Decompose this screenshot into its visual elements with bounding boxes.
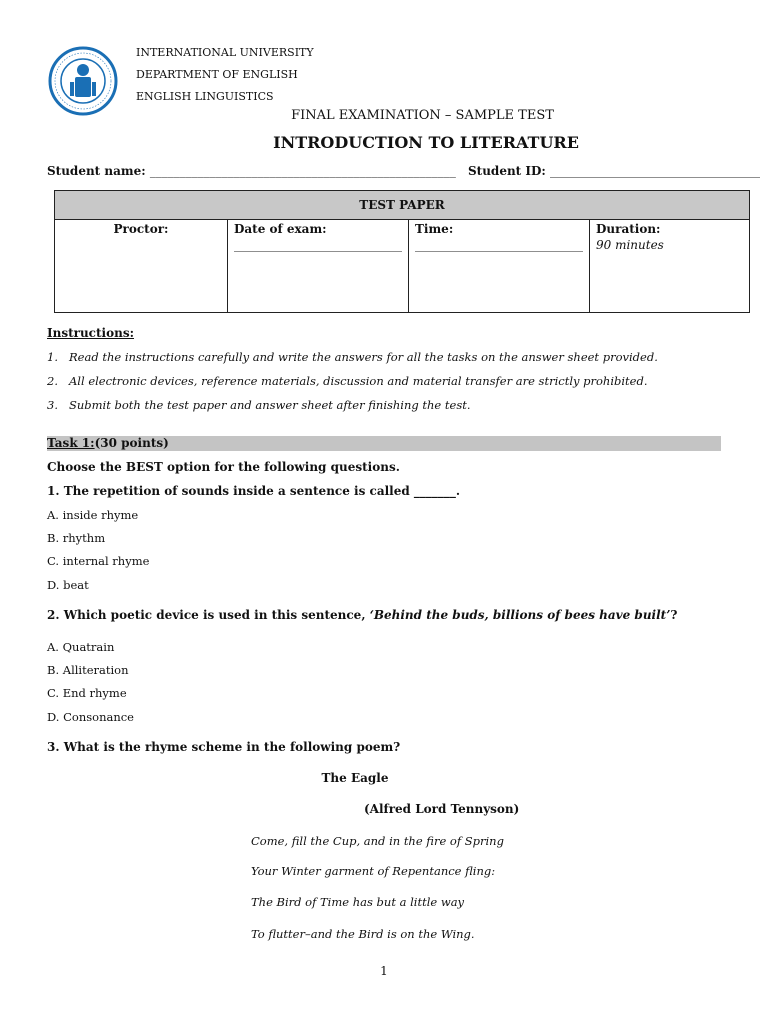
student-name-label: Student name: — [47, 164, 146, 178]
question-2-option: B. Alliteration — [47, 663, 129, 677]
test-paper-table — [54, 190, 750, 313]
student-id-blank: ___________________________________ — [550, 164, 761, 178]
time-blank: ____________________________ — [415, 238, 583, 252]
institution-name: INTERNATIONAL UNIVERSITY — [136, 46, 314, 59]
student-id-label: Student ID: — [468, 164, 546, 178]
university-header — [136, 42, 314, 108]
question-2-option: A. Quatrain — [47, 640, 115, 654]
student-id-field — [468, 164, 760, 178]
university-seal-icon — [48, 46, 118, 116]
test-paper-heading: TEST PAPER — [55, 191, 750, 220]
duration-value: 90 minutes — [596, 238, 664, 252]
duration-cell — [590, 220, 750, 313]
question-1-option: D. beat — [47, 578, 89, 592]
question-2-quote: ‘Behind the buds, billions of bees have built’ — [369, 608, 671, 622]
instruction-item: 2. All electronic devices, reference materials, discussion and material transfer are strictly prohibited. — [47, 374, 648, 388]
question-1-option: B. rhythm — [47, 531, 106, 545]
instructions-title: Instructions: — [47, 326, 135, 340]
poem-line: Your Winter garment of Repentance fling: — [251, 864, 496, 878]
exam-title: FINAL EXAMINATION – SAMPLE TEST — [291, 108, 554, 123]
poem-title: The Eagle — [321, 771, 389, 785]
department-name: DEPARTMENT OF ENGLISH — [136, 68, 298, 81]
poem-line: To flutter–and the Bird is on the Wing. — [251, 927, 475, 941]
question-1: 1. The repetition of sounds inside a sentence is called _______. — [47, 484, 461, 498]
instruction-item: 1. Read the instructions carefully and write the answers for all the tasks on the answer sheet provided. — [47, 350, 658, 364]
program-name: ENGLISH LINGUISTICS — [136, 90, 274, 103]
question-1-option: A. inside rhyme — [47, 508, 139, 522]
time-cell — [409, 220, 590, 313]
task1-label: Task 1: — [47, 436, 95, 450]
question-2-option: C. End rhyme — [47, 686, 127, 700]
poem-line: The Bird of Time has but a little way — [251, 895, 465, 909]
date-label: Date of exam: — [234, 222, 327, 236]
poem-line: Come, fill the Cup, and in the fire of Spring — [251, 834, 504, 848]
date-cell — [228, 220, 409, 313]
question-2-option: D. Consonance — [47, 710, 134, 724]
question-1-option: C. internal rhyme — [47, 554, 150, 568]
duration-label: Duration: — [596, 222, 661, 236]
time-label: Time: — [415, 222, 454, 236]
date-blank: ____________________________ — [234, 238, 402, 252]
task1-prompt: Choose the BEST option for the following questions. — [47, 460, 400, 474]
poem-author: (Alfred Lord Tennyson) — [364, 802, 520, 816]
page-number: 1 — [380, 964, 388, 978]
question-3: 3. What is the rhyme scheme in the following poem? — [47, 740, 401, 754]
instruction-item: 3. Submit both the test paper and answer sheet after finishing the test. — [47, 398, 471, 412]
proctor-cell — [55, 220, 228, 313]
course-title: INTRODUCTION TO LITERATURE — [273, 133, 579, 152]
question-2: 2. Which poetic device is used in this sentence, ‘Behind the buds, billions of bees have built’? — [47, 608, 678, 622]
student-name-blank: ___________________________________________________ — [149, 164, 456, 178]
task1-points: (30 points) — [94, 436, 169, 450]
student-name-field — [47, 164, 456, 178]
task1-title — [47, 436, 169, 450]
proctor-label: Proctor: — [113, 222, 169, 236]
